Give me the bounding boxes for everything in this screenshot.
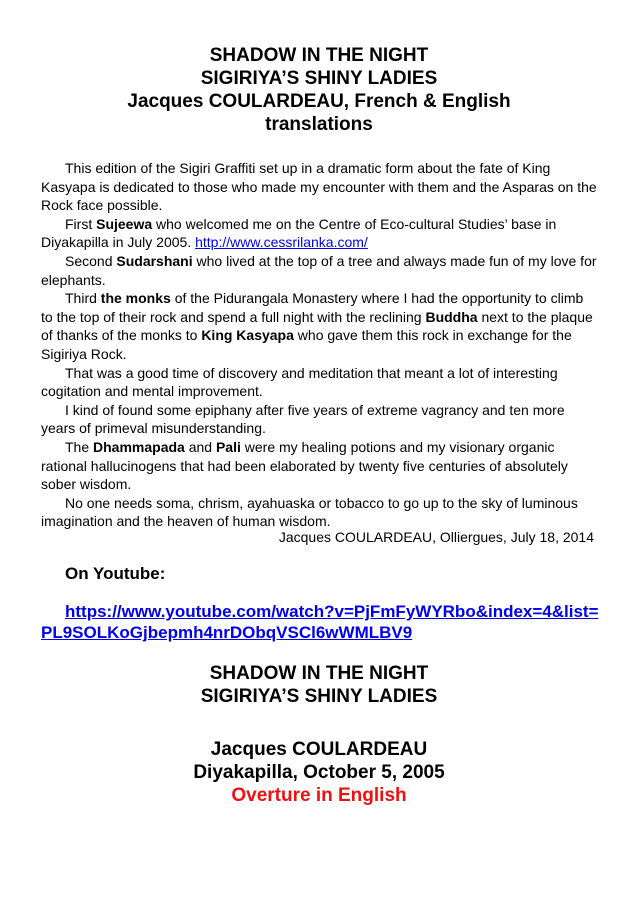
text-run: who gave them this rock in exchange for the Sigiriya Rock. [41,327,572,362]
second-title-block [40,662,598,708]
bold-dhammapada: Dhammapada [93,438,185,455]
intro-body [41,159,597,531]
intro-paragraph-4 [41,289,597,363]
youtube-link-block [41,601,601,643]
text-run: The [65,438,94,455]
title-line-1: SHADOW IN THE NIGHT [209,45,429,66]
title-line-4: translations [265,114,373,135]
title-line-3: Jacques COULARDEAU, French & English [127,91,511,112]
second-title-line-2: SIGIRIYA’S SHINY LADIES [200,686,438,707]
second-title-line-1: SHADOW IN THE NIGHT [209,663,429,684]
title-line-2: SIGIRIYA’S SHINY LADIES [200,68,438,89]
place-date: Diyakapilla, October 5, 2005 [193,762,445,783]
text-run: of the Pidurangala Monastery where I had the opportunity to climb to the top of their rock and spend a full night with the reclining [41,290,584,325]
author-date-block [40,738,598,807]
intro-paragraph-2 [41,215,597,252]
bold-king-kasyapa: King Kasyapa [201,327,294,344]
overture-heading: Overture in English [231,785,407,806]
youtube-heading: On Youtube: [65,564,166,583]
text-run: First [65,215,97,232]
document-title [40,44,598,136]
intro-paragraph-3 [41,252,597,289]
text-run: who welcomed me on the Centre of Eco-cultural Studies’ base in Diyakapilla in July 2005. [41,215,557,251]
intro-paragraph-8: No one needs soma, chrism, ayahuaska or tobacco to go up to the sky of luminous imagination and the heaven of human wisdom. [41,494,578,530]
intro-paragraph-5: That was a good time of discovery and meditation that meant a lot of interesting cogitation and mental improvement. [41,364,558,400]
text-run: Second [65,252,117,269]
name-sudarshani: Sudarshani [116,252,193,269]
bold-pali: Pali [215,438,241,455]
intro-paragraph-7 [41,438,597,494]
cessrilanka-link[interactable]: http://www.cessrilanka.com/ [195,234,368,251]
bold-buddha: Buddha [425,308,478,325]
text-run: who lived at the top of a tree and always made fun of my love for elephants. [41,252,597,288]
author-name: Jacques COULARDEAU [210,739,428,760]
text-run: and [184,438,216,455]
bold-the-monks: the monks [100,290,171,307]
name-sujeewa: Sujeewa [96,215,153,232]
text-run: Third [65,290,101,307]
signature-line: Jacques COULARDEAU, Olliergues, July 18, 2014 [278,529,594,545]
text-run: next to the plaque of thanks of the monks to [41,308,593,344]
intro-paragraph-6: I kind of found some epiphany after five years of extreme vagrancy and ten more years of primeval misunderstanding. [41,401,565,437]
intro-paragraph-1: This edition of the Sigiri Graffiti set up in a dramatic form about the fate of King Kasyapa is dedicated to those who made my encounter with them and the Asparas on the Rock face possible. [41,160,597,214]
youtube-link[interactable]: https://www.youtube.com/watch?v=PjFmFyWYRbo&index=4&list=PL9SOLKoGjbepmh4nrDObqVSCl6wWMLBV9 [41,602,599,642]
text-run: were my healing potions and my visionary organic rational hallucinogens that had been elaborated by twenty five centuries of absolutely sober wisdom. [41,438,568,493]
